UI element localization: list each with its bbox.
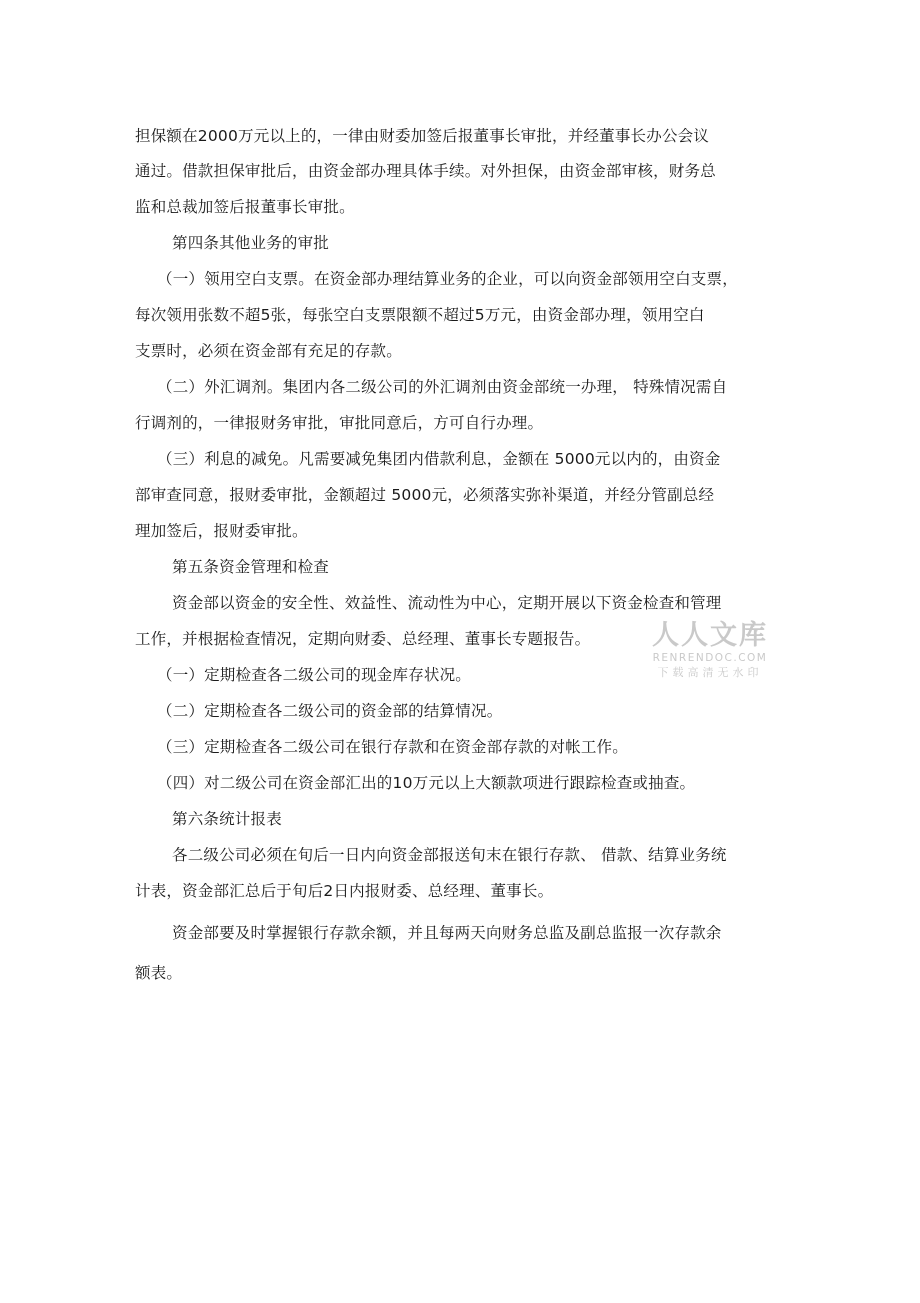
text-line: 额表。: [135, 964, 183, 982]
text-line: 资金部要及时掌握银行存款余额，并且每两天向财务总监及副总监报一次存款余: [172, 924, 722, 942]
text-line: 行调剂的，一律报财务审批，审批同意后，方可自行办理。: [135, 414, 544, 432]
list-item: （一）定期检查各二级公司的现金库存状况。: [157, 666, 472, 684]
article-heading: 第四条其他业务的审批: [172, 234, 330, 252]
text-line: 工作，并根据检查情况，定期向财委、总经理、董事长专题报告。: [135, 630, 591, 648]
text-line: 担保额在2000万元以上的，一律由财委加签后报董事长审批，并经董事长办公会议: [135, 127, 710, 145]
text-line: 每次领用张数不超5张，每张空白支票限额不超过5万元，由资金部办理，领用空白: [135, 306, 705, 324]
watermark: [645, 620, 775, 680]
text-line: 支票时，必须在资金部有充足的存款。: [135, 342, 402, 360]
article-heading: 第五条资金管理和检查: [172, 558, 330, 576]
text-line: （二）外汇调剂。集团内各二级公司的外汇调剂由资金部统一办理， 特殊情况需自: [157, 378, 728, 396]
watermark-tagline: 下载高清无水印: [657, 666, 763, 679]
text-line: 计表，资金部汇总后于旬后2日内报财委、总经理、董事长。: [135, 882, 554, 900]
text-line: 资金部以资金的安全性、效益性、流动性为中心，定期开展以下资金检查和管理: [172, 594, 722, 612]
text-line: （一）领用空白支票。在资金部办理结算业务的企业，可以向资金部领用空白支票，: [157, 270, 738, 288]
list-item: （四）对二级公司在资金部汇出的10万元以上大额款项进行跟踪检查或抽查。: [157, 774, 696, 792]
text-line: 理加签后，报财委审批。: [135, 522, 308, 540]
watermark-domain: RENRENDOC.COM: [652, 652, 768, 664]
list-item: （二）定期检查各二级公司的资金部的结算情况。: [157, 702, 503, 720]
list-item: （三）定期检查各二级公司在银行存款和在资金部存款的对帐工作。: [157, 738, 629, 756]
text-line: 部审查同意，报财委审批，金额超过 5000元，必须落实弥补渠道，并经分管副总经: [135, 486, 715, 504]
watermark-title: 人人文库: [652, 620, 768, 651]
text-line: 监和总裁加签后报董事长审批。: [135, 198, 355, 216]
text-line: 各二级公司必须在旬后一日内向资金部报送旬末在银行存款、 借款、结算业务统: [172, 846, 727, 864]
article-heading: 第六条统计报表: [172, 810, 282, 828]
text-line: 通过。借款担保审批后，由资金部办理具体手续。对外担保，由资金部审核，财务总: [135, 162, 716, 180]
text-line: （三）利息的减免。凡需要减免集团内借款利息，金额在 5000元以内的，由资金: [157, 450, 721, 468]
